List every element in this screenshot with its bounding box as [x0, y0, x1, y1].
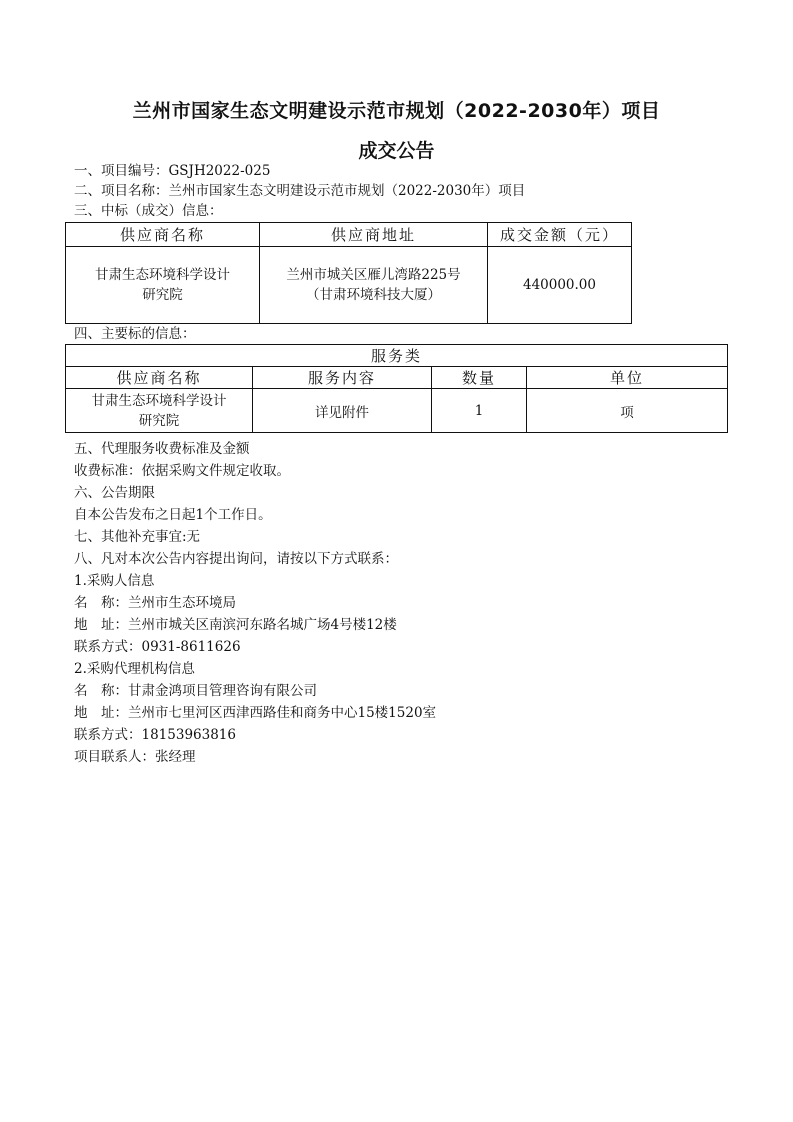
award-address-cell: [260, 247, 488, 324]
service-table-row: [66, 389, 728, 433]
award-table: [65, 222, 632, 324]
project-contact: 项目联系人：张经理: [74, 749, 196, 765]
header-service-content: 服务内容: [253, 367, 432, 389]
service-supplier-line2: 研究院: [138, 412, 180, 429]
agency-heading: 2.采购代理机构信息: [74, 661, 195, 677]
purchaser-contact: 联系方式：0931-8611626: [74, 639, 241, 655]
agency-fee-heading: 五、代理服务收费标准及金额: [74, 441, 250, 457]
service-supplier-cell: [66, 389, 253, 433]
header-supplier-name: 供应商名称: [66, 223, 260, 247]
award-supplier-line2: 研究院: [142, 287, 183, 303]
header-service-supplier: 供应商名称: [66, 367, 253, 389]
document-title: 兰州市国家生态文明建设示范市规划（2022-2030年）项目: [132, 100, 661, 122]
project-number: 一、项目编号：GSJH2022-025: [74, 163, 271, 179]
service-content: 详见附件: [253, 389, 432, 433]
notice-period-heading: 六、公告期限: [74, 485, 155, 501]
service-table-caption-row: [66, 345, 728, 367]
main-subject-heading: 四、主要标的信息：: [74, 326, 196, 342]
award-supplier-line1: 甘肃生态环境科学设计: [95, 267, 230, 283]
service-unit: 项: [527, 389, 728, 433]
other-matters: 七、其他补充事宜:无: [74, 529, 201, 545]
project-name: 二、项目名称：兰州市国家生态文明建设示范市规划（2022-2030年）项目: [74, 183, 526, 199]
award-amount: 440000.00: [488, 247, 632, 324]
service-table-header-row: [66, 367, 728, 389]
header-quantity: 数量: [432, 367, 527, 389]
service-category: 服务类: [66, 345, 728, 367]
award-table-header-row: [66, 223, 632, 247]
award-table-row: [66, 247, 632, 324]
agency-address: 地 址：兰州市七里河区西津西路佳和商务中心15楼1520室: [74, 705, 437, 721]
header-supplier-address: 供应商地址: [260, 223, 488, 247]
award-supplier-cell: [66, 247, 260, 324]
agency-name: 名 称：甘肃金鸿项目管理咨询有限公司: [74, 683, 317, 699]
service-supplier-line1: 甘肃生态环境科学设计: [91, 392, 227, 409]
header-unit: 单位: [527, 367, 728, 389]
award-address-line1: 兰州市城关区雁儿湾路225号: [286, 267, 461, 283]
contact-heading: 八、凡对本次公告内容提出询问，请按以下方式联系：: [74, 551, 398, 567]
agency-contact: 联系方式：18153963816: [74, 727, 236, 743]
award-address-line2: （甘肃环境科技大厦）: [306, 287, 441, 303]
purchaser-name: 名 称：兰州市生态环境局: [74, 595, 236, 611]
header-amount: 成交金额（元）: [488, 223, 632, 247]
notice-period: 自本公告发布之日起1个工作日。: [74, 507, 272, 523]
service-quantity: 1: [432, 389, 527, 433]
purchaser-heading: 1.采购人信息: [74, 573, 155, 589]
purchaser-address: 地 址：兰州市城关区南滨河东路名城广场4号楼12楼: [74, 617, 397, 633]
award-info-heading: 三、中标（成交）信息：: [74, 203, 223, 219]
document-subtitle: 成交公告: [358, 140, 435, 162]
fee-standard: 收费标准：依据采购文件规定收取。: [74, 463, 290, 479]
service-table: [65, 344, 728, 433]
